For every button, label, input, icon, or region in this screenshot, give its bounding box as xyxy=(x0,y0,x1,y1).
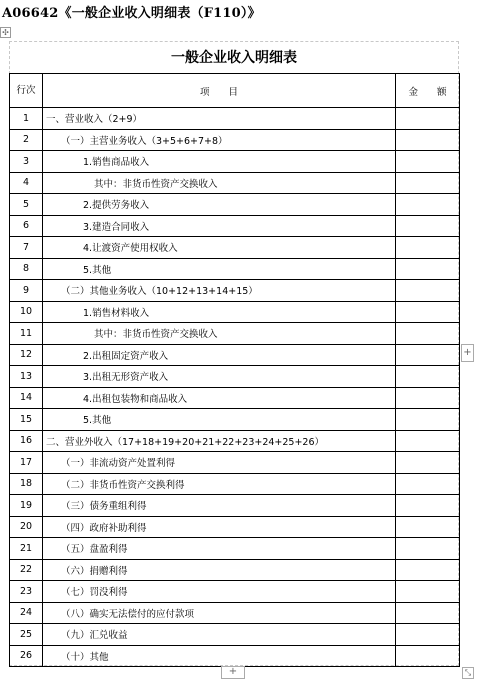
table-row xyxy=(10,645,460,667)
item-label: （一）主营业务收入（3+5+6+7+8） xyxy=(61,135,228,147)
amount-cell[interactable] xyxy=(396,129,460,151)
amount-cell[interactable] xyxy=(396,108,460,130)
item-label: （一）非流动资产处置利得 xyxy=(61,458,176,470)
table-row xyxy=(10,624,460,646)
row-number-cell[interactable]: 22 xyxy=(10,559,43,581)
item-cell[interactable] xyxy=(43,237,396,259)
table-header-row xyxy=(10,74,460,108)
amount-cell[interactable] xyxy=(396,602,460,624)
item-cell[interactable] xyxy=(43,430,396,452)
item-label: 1.销售材料收入 xyxy=(83,307,150,319)
item-label: （六）捐赠利得 xyxy=(61,565,128,577)
item-label: （二）其他业务收入（10+12+13+14+15） xyxy=(61,286,258,298)
amount-cell[interactable] xyxy=(396,473,460,495)
item-label: 4.让渡资产使用权收入 xyxy=(83,243,178,255)
row-number-cell[interactable]: 23 xyxy=(10,581,43,603)
amount-cell[interactable] xyxy=(396,366,460,388)
amount-cell[interactable] xyxy=(396,172,460,194)
income-detail-table xyxy=(9,73,460,667)
table-row xyxy=(10,344,460,366)
amount-cell[interactable] xyxy=(396,237,460,259)
item-cell[interactable] xyxy=(43,301,396,323)
item-cell[interactable] xyxy=(43,516,396,538)
item-cell[interactable] xyxy=(43,366,396,388)
item-label: （四）政府补助利得 xyxy=(61,522,147,534)
header-item: 项 目 xyxy=(43,74,396,108)
item-label: 其中：非货币性资产交换收入 xyxy=(94,329,218,341)
table-row xyxy=(10,430,460,452)
table-row xyxy=(10,559,460,581)
item-label: 5.其他 xyxy=(83,264,112,276)
item-label: （八）确实无法偿付的应付款项 xyxy=(61,608,195,620)
amount-cell[interactable] xyxy=(396,387,460,409)
table-row xyxy=(10,495,460,517)
row-number-cell[interactable]: 24 xyxy=(10,602,43,624)
item-cell[interactable] xyxy=(43,452,396,474)
table-row xyxy=(10,129,460,151)
row-number-cell[interactable]: 19 xyxy=(10,495,43,517)
item-cell[interactable] xyxy=(43,495,396,517)
row-number-cell[interactable]: 26 xyxy=(10,645,43,667)
table-row xyxy=(10,194,460,216)
item-label: 2.提供劳务收入 xyxy=(83,200,150,212)
table-body xyxy=(10,108,460,667)
item-cell[interactable] xyxy=(43,172,396,194)
amount-cell[interactable] xyxy=(396,409,460,431)
row-number-cell[interactable]: 1 xyxy=(10,108,43,130)
add-column-button[interactable]: + xyxy=(461,344,474,362)
row-number-cell[interactable]: 10 xyxy=(10,301,43,323)
table-row xyxy=(10,516,460,538)
table-row xyxy=(10,409,460,431)
table-row xyxy=(10,215,460,237)
item-cell[interactable] xyxy=(43,344,396,366)
item-cell[interactable] xyxy=(43,624,396,646)
item-cell[interactable] xyxy=(43,215,396,237)
item-cell[interactable] xyxy=(43,108,396,130)
row-number-cell[interactable]: 21 xyxy=(10,538,43,560)
row-number-cell[interactable]: 4 xyxy=(10,172,43,194)
amount-cell[interactable] xyxy=(396,430,460,452)
row-number-cell[interactable]: 16 xyxy=(10,430,43,452)
add-row-button[interactable]: + xyxy=(221,666,245,679)
table-row xyxy=(10,473,460,495)
item-cell[interactable] xyxy=(43,280,396,302)
item-cell[interactable] xyxy=(43,323,396,345)
amount-cell[interactable] xyxy=(396,559,460,581)
table-row xyxy=(10,280,460,302)
table-row xyxy=(10,258,460,280)
row-number-cell[interactable]: 13 xyxy=(10,366,43,388)
item-label: 1.销售商品收入 xyxy=(83,157,150,169)
item-label: 2.出租固定资产收入 xyxy=(83,350,169,362)
item-cell[interactable] xyxy=(43,258,396,280)
document-heading: A06642《一般企业收入明细表（F110）》 xyxy=(2,6,261,21)
amount-cell[interactable] xyxy=(396,151,460,173)
amount-cell[interactable] xyxy=(396,215,460,237)
item-label: （十）其他 xyxy=(61,651,109,663)
amount-cell[interactable] xyxy=(396,645,460,667)
item-label: （七）罚没利得 xyxy=(61,587,128,599)
item-cell[interactable] xyxy=(43,409,396,431)
table-resize-handle-icon[interactable]: ⤡ xyxy=(462,667,474,679)
header-row-number: 行次 xyxy=(10,74,43,108)
item-cell[interactable] xyxy=(43,129,396,151)
row-number-cell[interactable]: 15 xyxy=(10,409,43,431)
item-label: （五）盘盈利得 xyxy=(61,544,128,556)
row-number-cell[interactable]: 18 xyxy=(10,473,43,495)
item-cell[interactable] xyxy=(43,538,396,560)
item-cell[interactable] xyxy=(43,581,396,603)
amount-cell[interactable] xyxy=(396,495,460,517)
item-cell[interactable] xyxy=(43,194,396,216)
row-number-cell[interactable]: 5 xyxy=(10,194,43,216)
amount-cell[interactable] xyxy=(396,344,460,366)
item-label: （三）债务重组利得 xyxy=(61,501,147,513)
row-number-cell[interactable]: 3 xyxy=(10,151,43,173)
item-cell[interactable] xyxy=(43,602,396,624)
amount-cell[interactable] xyxy=(396,194,460,216)
item-label: 5.其他 xyxy=(83,415,112,427)
amount-cell[interactable] xyxy=(396,538,460,560)
item-cell[interactable] xyxy=(43,645,396,667)
table-row xyxy=(10,387,460,409)
row-number-cell[interactable]: 11 xyxy=(10,323,43,345)
row-number-cell[interactable]: 20 xyxy=(10,516,43,538)
item-label: 二、营业外收入（17+18+19+20+21+22+23+24+25+26） xyxy=(46,436,325,448)
row-number-cell[interactable]: 2 xyxy=(10,129,43,151)
table-row xyxy=(10,323,460,345)
table-title: 一般企业收入明细表 xyxy=(171,50,297,66)
amount-cell[interactable] xyxy=(396,452,460,474)
row-number-cell[interactable]: 25 xyxy=(10,624,43,646)
table-row xyxy=(10,151,460,173)
table-row xyxy=(10,452,460,474)
row-number-cell[interactable]: 7 xyxy=(10,237,43,259)
amount-cell[interactable] xyxy=(396,280,460,302)
table-row xyxy=(10,172,460,194)
item-label: 3.出租无形资产收入 xyxy=(83,372,169,384)
row-number-cell[interactable]: 9 xyxy=(10,280,43,302)
item-cell[interactable] xyxy=(43,387,396,409)
row-number-cell[interactable]: 17 xyxy=(10,452,43,474)
item-cell[interactable] xyxy=(43,559,396,581)
table-row xyxy=(10,581,460,603)
item-label: 其中：非货币性资产交换收入 xyxy=(94,178,218,190)
item-cell[interactable] xyxy=(43,473,396,495)
item-label: （二）非货币性资产交换利得 xyxy=(61,479,185,491)
table-row xyxy=(10,237,460,259)
item-label: 4.出租包装物和商品收入 xyxy=(83,393,188,405)
row-number-cell[interactable]: 12 xyxy=(10,344,43,366)
item-label: 一、营业收入（2+9） xyxy=(46,114,143,126)
table-move-handle-icon[interactable]: ✣ xyxy=(0,27,11,38)
row-number-cell[interactable]: 14 xyxy=(10,387,43,409)
row-number-cell[interactable]: 6 xyxy=(10,215,43,237)
amount-cell[interactable] xyxy=(396,323,460,345)
table-row xyxy=(10,602,460,624)
table-row xyxy=(10,538,460,560)
amount-cell[interactable] xyxy=(396,301,460,323)
table-row xyxy=(10,301,460,323)
item-label: （九）汇兑收益 xyxy=(61,630,128,642)
amount-cell[interactable] xyxy=(396,581,460,603)
header-amount: 金 额 xyxy=(396,74,460,108)
item-label: 3.建造合同收入 xyxy=(83,221,150,233)
table-row xyxy=(10,366,460,388)
row-number-cell[interactable]: 8 xyxy=(10,258,43,280)
amount-cell[interactable] xyxy=(396,258,460,280)
item-cell[interactable] xyxy=(43,151,396,173)
amount-cell[interactable] xyxy=(396,624,460,646)
table-row xyxy=(10,108,460,130)
amount-cell[interactable] xyxy=(396,516,460,538)
